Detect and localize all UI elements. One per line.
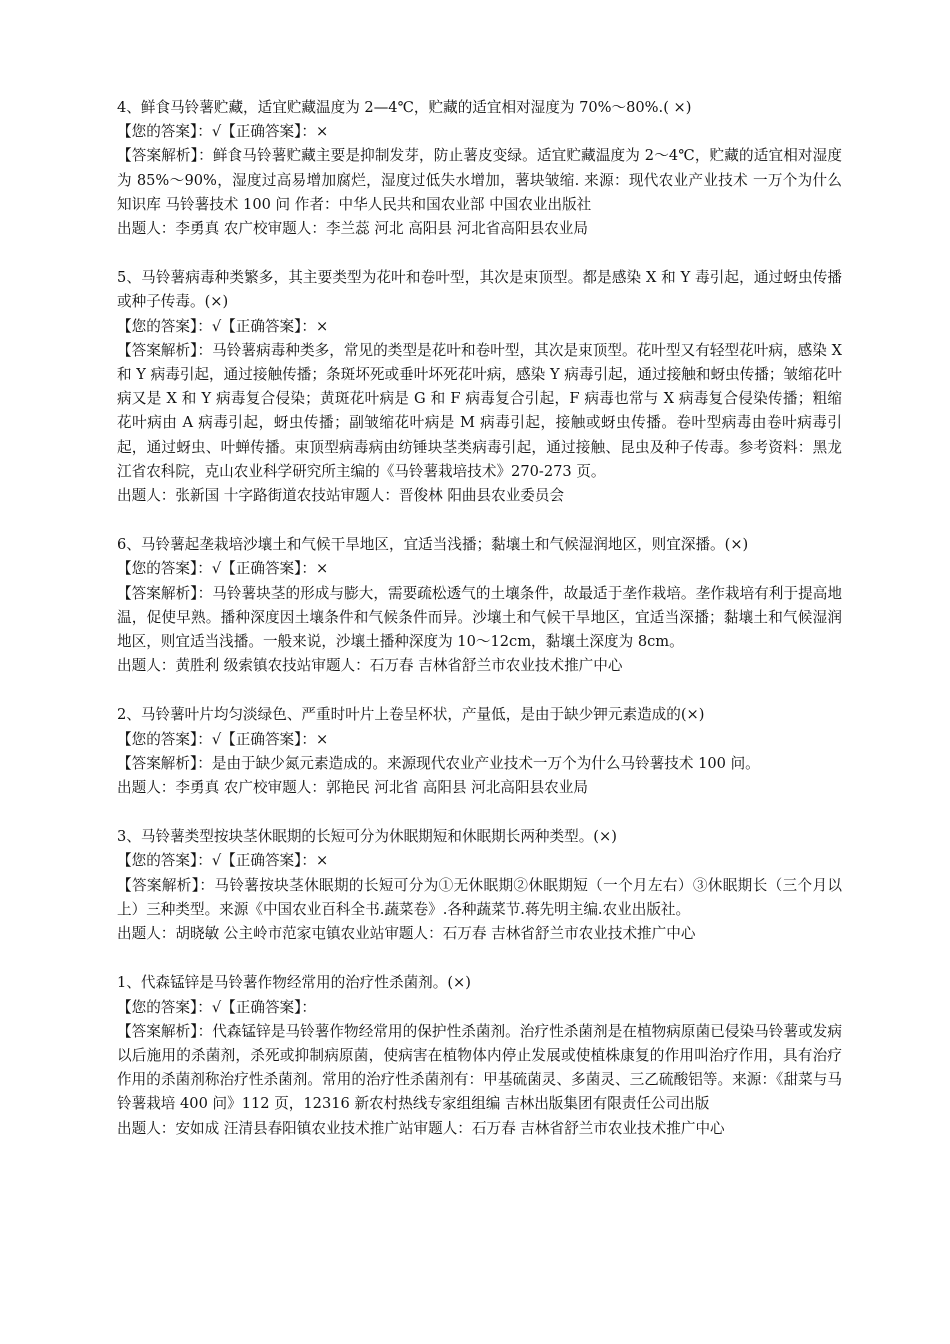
answer-analysis: 【答案解析】：马铃薯块茎的形成与膨大，需要疏松透气的土壤条件，故最适于垄作栽培。垄作栽培有利于提高地温，促使早熟。播种深度因土壤条件和气候条件而异。沙壤土和气候干旱地区，宜适当深播；黏壤土和气候湿润地区，则宜适当浅播。一般来说，沙壤土播种深度为 10～12cm，黏壤土深度为 8cm。 [117, 584, 842, 651]
author-line: 出题人：胡晓敏 公主岭市范家屯镇农业站审题人：石万春 吉林省舒兰市农业技术推广中心 [117, 925, 696, 943]
question-block-6 [117, 533, 842, 678]
author-line: 出题人：李勇真 农广校审题人：李兰蕊 河北 高阳县 河北省高阳县农业局 [117, 220, 588, 238]
question-block-3 [117, 825, 842, 946]
author-line: 出题人：黄胜利 级索镇农技站审题人：石万春 吉林省舒兰市农业技术推广中心 [117, 657, 623, 675]
question-text: 5、马铃薯病毒种类繁多，其主要类型为花叶和卷叶型，其次是束顶型。都是感染 X 和 Y 毒引起，通过蚜虫传播或种子传毒。(×) [117, 269, 842, 311]
answer-analysis: 【答案解析】：代森锰锌是马铃薯作物经常用的保护性杀菌剂。治疗性杀菌剂是在植物病原菌已侵染马铃薯或发病以后施用的杀菌剂，杀死或抑制病原菌，使病害在植物体内停止发展或使植株康复的作用叫治疗作用，具有治疗作用的杀菌剂称治疗性杀菌剂。常用的治疗性杀菌剂有：甲基硫菌灵、多菌灵、三乙硫酸铝等。来源：《甜菜与马铃薯栽培 400 问》112 页，12316 新农村热线专家组组编 吉林出版集团有限责任公司出版 [117, 1022, 842, 1113]
answer-line: 【您的答案】：√【正确答案】：× [117, 730, 329, 748]
answer-line: 【您的答案】：√【正确答案】：× [117, 317, 329, 335]
author-line: 出题人：安如成 汪清县春阳镇农业技术推广站审题人：石万春 吉林省舒兰市农业技术推广中心 [117, 1119, 725, 1137]
answer-analysis: 【答案解析】：鲜食马铃薯贮藏主要是抑制发芽，防止薯皮变绿。适宜贮藏温度为 2～4℃，贮藏的适宜相对湿度为 85%～90%，湿度过高易增加腐烂，湿度过低失水增加，薯块皱缩. 来源：现代农业产业技术 一万个为什么知识库 马铃薯技术 100 问 作者：中华人民共和国农业部 中国农业出版社 [117, 147, 842, 213]
question-text: 6、马铃薯起垄栽培沙壤土和气候干旱地区，宜适当浅播；黏壤土和气候湿润地区，则宜深播。(×) [117, 536, 749, 554]
question-text: 2、马铃薯叶片均匀淡绿色、严重时叶片上卷呈杯状，产量低，是由于缺少钾元素造成的(×) [117, 706, 705, 724]
author-line: 出题人：李勇真 农广校审题人：郭艳民 河北省 高阳县 河北高阳县农业局 [117, 779, 588, 797]
answer-analysis: 【答案解析】：马铃薯按块茎休眠期的长短可分为①无休眠期②休眠期短（一个月左右）③休眠期长（三个月以上）三种类型。来源《中国农业百科全书.蔬菜卷》.各种蔬菜节.蒋先明主编.农业出版社。 [117, 876, 842, 918]
question-block-5 [117, 266, 842, 508]
question-text: 3、马铃薯类型按块茎休眠期的长短可分为休眠期短和休眠期长两种类型。(×) [117, 828, 617, 846]
question-block-4 [117, 96, 842, 241]
answer-analysis: 【答案解析】：是由于缺少氮元素造成的。来源现代农业产业技术一万个为什么马铃薯技术 100 问。 [117, 754, 760, 772]
answer-analysis: 【答案解析】：马铃薯病毒种类多，常见的类型是花叶和卷叶型，其次是束顶型。花叶型又有轻型花叶病，感染 X 和 Y 病毒引起，通过接触传播；条斑坏死或垂叶坏死花叶病，感染 Y 病毒引起，通过接触和蚜虫传播；皱缩花叶病又是 X 和 Y 病毒复合侵染；黄斑花叶病是 G 和 F 病毒复合引起，F 病毒也常与 X 病毒复合侵染传播；粗缩花叶病由 A 病毒引起，蚜虫传播；副皱缩花叶病是 M 病毒引起，接触或蚜虫传播。卷叶型病毒由卷叶病毒引起，通过蚜虫、叶蝉传播。束顶型病毒病由纺锤块茎类病毒引起，通过接触、昆虫及种子传毒。参考资料：黑龙江省农科院，克山农业科学研究所主编的《马铃薯栽培技术》270-273 页。 [117, 341, 842, 480]
question-text: 4、鲜食马铃薯贮藏，适宜贮藏温度为 2—4℃，贮藏的适宜相对湿度为 70%～80%.( ×) [117, 99, 692, 116]
answer-line: 【您的答案】：√【正确答案】：× [117, 852, 329, 870]
document-page [117, 96, 842, 1166]
question-text: 1、代森锰锌是马铃薯作物经常用的治疗性杀菌剂。(×) [117, 974, 471, 992]
question-block-2 [117, 703, 842, 800]
answer-line: 【您的答案】：√【正确答案】： [117, 998, 317, 1016]
author-line: 出题人：张新国 十字路街道农技站审题人：晋俊林 阳曲县农业委员会 [117, 487, 565, 505]
answer-line: 【您的答案】：√【正确答案】：× [117, 560, 329, 578]
question-block-1 [117, 971, 842, 1140]
answer-line: 【您的答案】：√【正确答案】：× [117, 123, 329, 141]
